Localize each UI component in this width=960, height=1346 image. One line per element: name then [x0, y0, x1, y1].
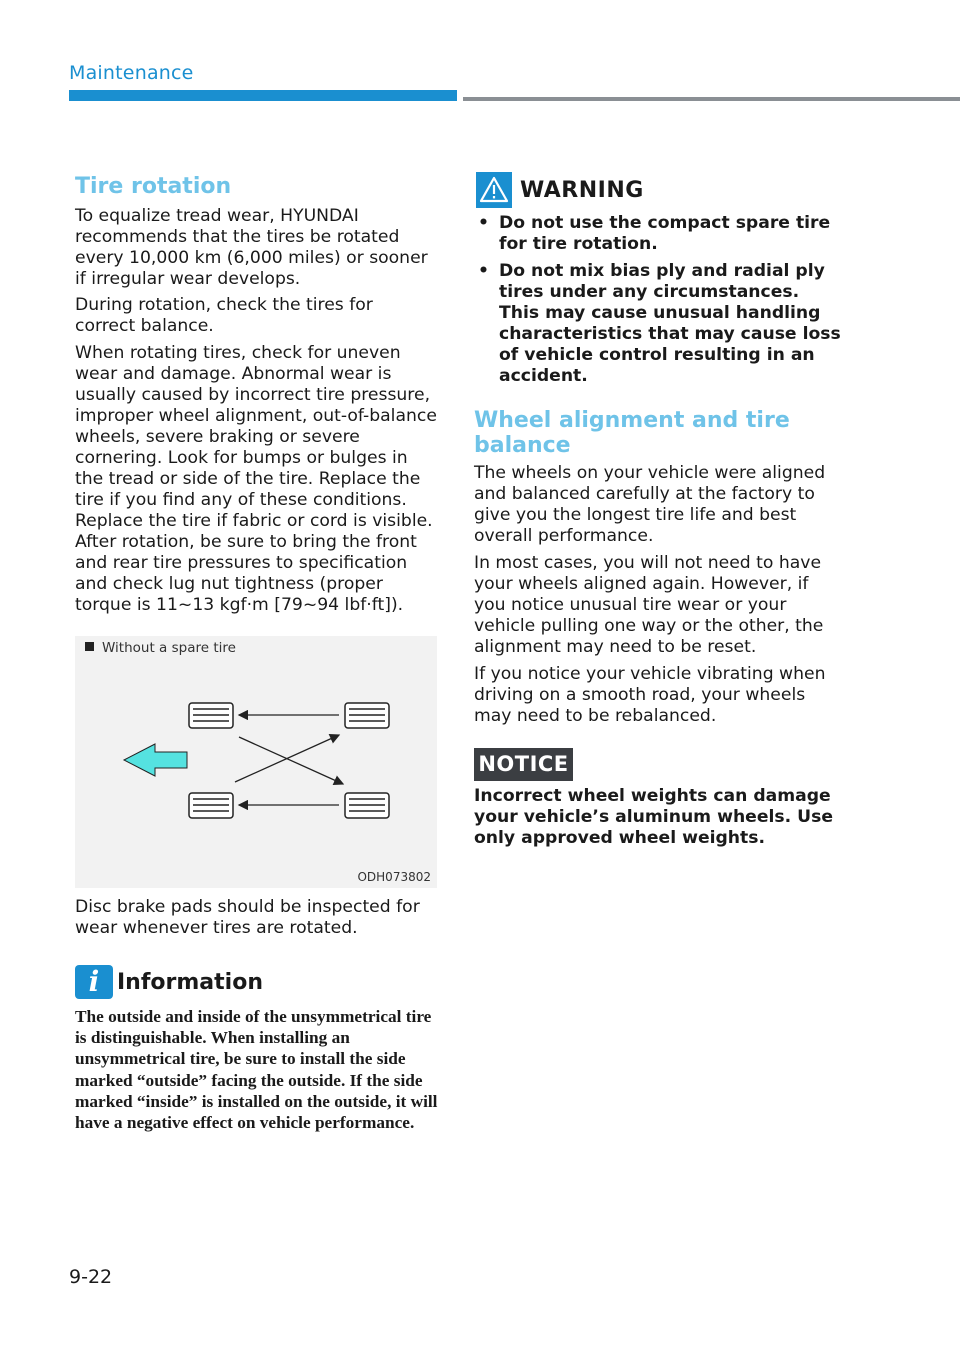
- warning-triangle-icon: [476, 172, 512, 208]
- notice-text: Incorrect wheel weights can damage your vehicle’s aluminum wheels. Use only approved wheel weights.: [474, 786, 833, 848]
- tire-rear-right-icon: [345, 793, 389, 818]
- section-header: Maintenance: [69, 62, 194, 84]
- tire-front-right-icon: [345, 703, 389, 728]
- notice-badge: NOTICE: [474, 748, 573, 781]
- figure-code: ODH073802: [357, 870, 431, 884]
- information-text: The outside and inside of the unsymmetrical tire is distinguishable. When installing an unsymmetrical tire, be sure to install the side marked “outside” facing the outside. If the side marked “inside” is installed on the outside, it will have a negative effect on vehicle performance.: [75, 1007, 438, 1133]
- tire-rear-left-icon: [189, 793, 233, 818]
- figure-caption-text: Without a spare tire: [102, 640, 236, 656]
- tire-rotation-figure: [75, 636, 437, 888]
- wheel-alignment-paragraph-1: The wheels on your vehicle were aligned and balanced carefully at the factory to give you the longest tire life and best overall performance.: [474, 463, 826, 546]
- tire-front-left-icon: [189, 703, 233, 728]
- warning-item: • Do not use the compact spare tire for tire rotation.: [474, 213, 844, 255]
- header-rule-blue: [69, 90, 457, 101]
- page-number: 9-22: [69, 1266, 113, 1288]
- warning-item: • Do not mix bias ply and radial ply tires under any circumstances. This may cause unusual handling characteristics that may cause loss of vehicle control resulting in an accident.: [474, 261, 844, 387]
- tire-rotation-paragraph-3: When rotating tires, check for uneven wear and damage. Abnormal wear is usually caused by incorrect tire pressure, improper wheel alignment, out-of-balance wheels, severe braking or severe cornering. Look for bumps or bulges in the tread or side of the tire. Replace the tire if you find any of these conditions. Replace the tire if fabric or cord is visible. After rotation, be sure to bring the front and rear tire pressures to specification and check lug nut tightness (proper torque is 11~13 kgf·m [79~94 lbf·ft]).: [75, 343, 437, 615]
- wheel-alignment-paragraph-2: In most cases, you will not need to have your wheels aligned again. However, if you notice unusual tire wear or your vehicle pulling one way or the other, the alignment may need to be reset.: [474, 553, 824, 657]
- arrow-front-left-to-rear-right: [239, 737, 343, 784]
- tire-rotation-paragraph-1: To equalize tread wear, HYUNDAI recommends that the tires be rotated every 10,000 km (6,000 miles) or sooner if irregular wear develops.: [75, 206, 428, 289]
- header-rule-grey: [463, 97, 960, 101]
- warning-title: WARNING: [520, 178, 644, 203]
- tire-rotation-heading: Tire rotation: [75, 174, 232, 199]
- rotation-diagram: [75, 636, 437, 888]
- forward-direction-arrow-icon: [124, 744, 187, 776]
- info-icon: i: [75, 965, 113, 999]
- wheel-alignment-heading: Wheel alignment and tire balance: [474, 408, 790, 458]
- warning-list: [474, 213, 844, 393]
- information-title: Information: [117, 970, 263, 995]
- wheel-alignment-paragraph-3: If you notice your vehicle vibrating when driving on a smooth road, your wheels may need to be rebalanced.: [474, 664, 826, 726]
- brake-pads-paragraph: Disc brake pads should be inspected for wear whenever tires are rotated.: [75, 897, 420, 938]
- tire-rotation-paragraph-2: During rotation, check the tires for correct balance.: [75, 295, 373, 336]
